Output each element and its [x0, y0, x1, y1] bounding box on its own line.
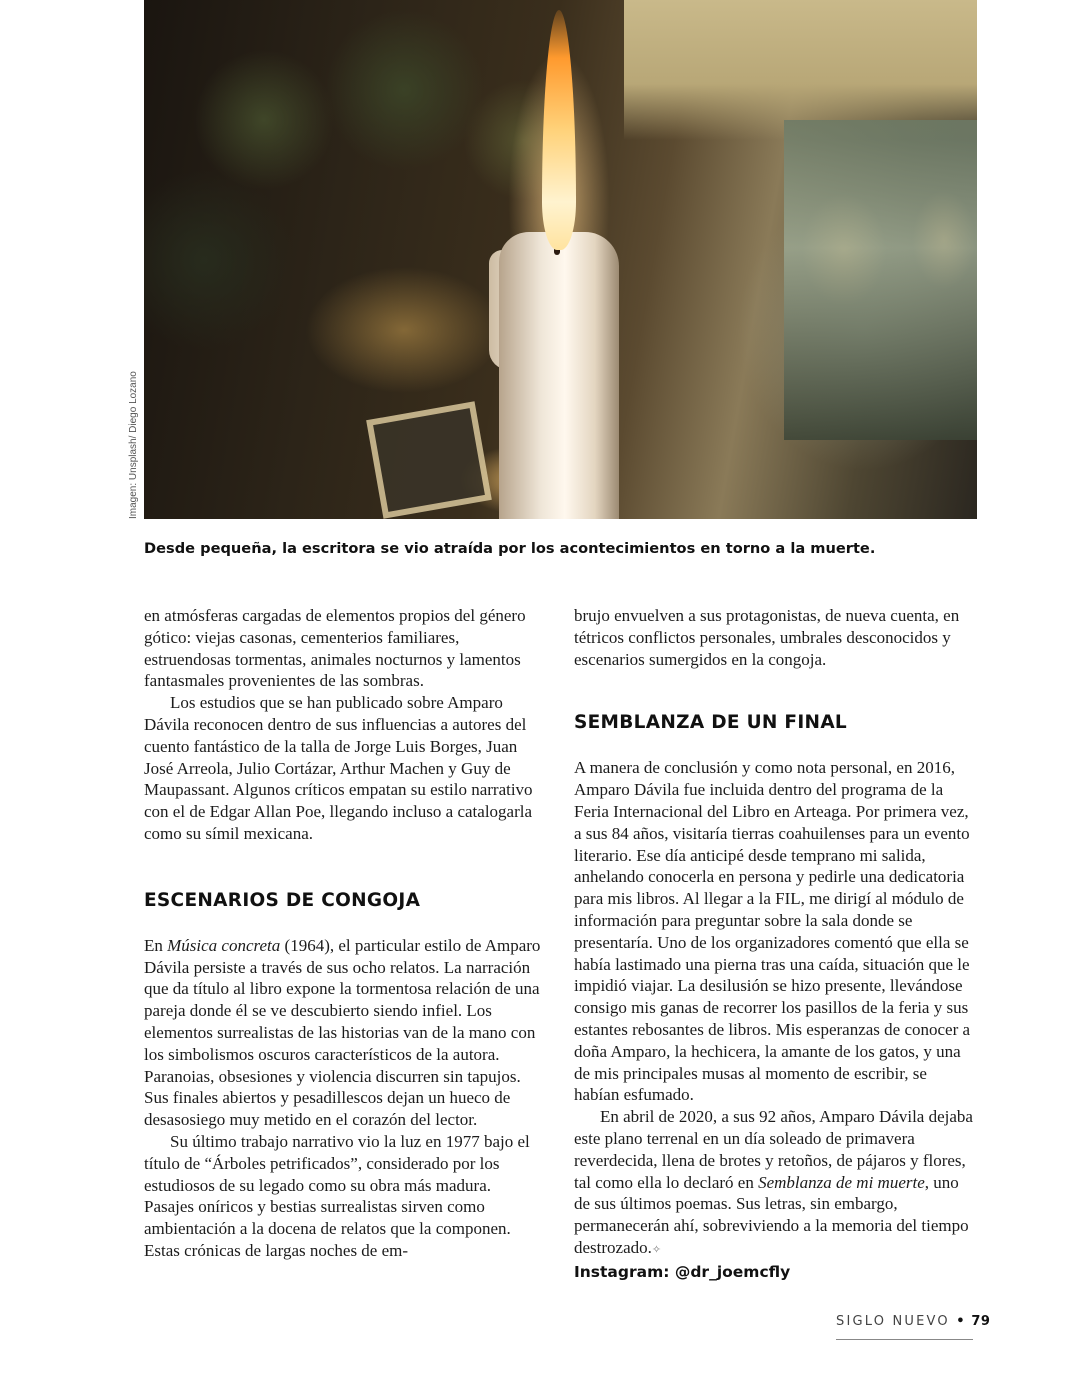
paragraph: Su último trabajo narrativo vio la luz en 1977 bajo el título de “Árboles petrificados”, considerado por los estudiosos de su legado como su obra más madura. Pasajes oníricos y bestias surrealistas sirven como ambientación a la docena de relatos que la componen. Estas crónicas de largas noches de em-: [144, 1131, 530, 1260]
image-caption: Desde pequeña, la escritora se vio atraída por los acontecimientos en torno a la muerte.: [144, 540, 876, 557]
photo-ceiling: [624, 0, 977, 140]
right-column: [574, 605, 974, 1282]
paragraph: [574, 1106, 974, 1262]
book-title: Música concreta: [167, 935, 281, 955]
section-heading: SEMBLANZA DE UN FINAL: [574, 712, 848, 734]
footer-separator: •: [956, 1314, 966, 1329]
page-footer: [836, 1314, 991, 1340]
paragraph: brujo envuelven a sus protagonistas, de nueva cuenta, en tétricos conflictos personales, umbrales desconocidos y escenarios sumergidos en la congoja.: [574, 606, 960, 669]
paragraph: en atmósferas cargadas de elementos propios del género gótico: viejas casonas, cementerios familiares, estruendosas tormentas, animales nocturnos y lamentos fantasmales provenientes de las sombras.: [144, 606, 526, 691]
candle-photo: [144, 0, 977, 519]
poem-title: Semblanza de mi muerte: [758, 1172, 925, 1192]
photo-frame: [366, 401, 492, 519]
text-run: En abril de 2020, a sus 92 años, Amparo Dávila dejaba este plano terrenal en un día soleado de primavera reverdecida, llena de brotes y retoños, de pájaros y flores, tal como ella lo declaró en: [574, 1107, 973, 1192]
magazine-name: SIGLO NUEVO: [836, 1314, 950, 1329]
text-run: , uno de sus últimos poemas. Sus letras, sin embargo, permanecerán ahí, sobreviviendo a la memoria del tiempo destrozado.: [574, 1172, 969, 1257]
text-run: En: [144, 935, 168, 955]
section-heading: ESCENARIOS DE CONGOJA: [144, 889, 421, 911]
left-column: [144, 605, 544, 1262]
text-run: (1964), el particular estilo de Amparo Dávila persiste a través de sus ocho relatos. La narración que da título al libro expone la tormentosa relación de una pareja donde él se ve descubierto siendo infiel. Los elementos surrealistas de las historias van de la mano con los simbolismos oscuros característicos de la autora. Paranoias, obsesiones y violencia discurren sin tapujos. Sus finales abiertos y pesadillescos dejan un hueco de desasosiego muy metido en el corazón del lector.: [144, 935, 541, 1130]
paragraph: A manera de conclusión y como nota personal, en 2016, Amparo Dávila fue incluida dentro del programa de la Feria Internacional del Libro en Arteaga. Por primera vez, a sus 84 años, visitaría tierras coahuilenses para un evento literario. Ese día anticipé desde temprano mi salida, anhelando conocerla en persona y pedirle una dedicatoria para mis libros. Al llegar a la FIL, me dirigí al módulo de información para preguntar sobre la sala donde se presentaría. Uno de los organizadores comentó que ella se había lastimado una pierna tras una caída, situación que le impidió viajar. La desilusión se hizo presente, llevándose consigo mis ganas de recorrer los pasillos de la feria y sus estantes rebosantes de libros. Mis esperanzas de conocer a doña Amparo, la hechicera, la amante de los gatos, y una de mis principales musas al momento de escribir, se habían esfumado.: [574, 758, 971, 1105]
page-number: 79: [971, 1314, 991, 1329]
photo-window: [784, 120, 977, 440]
candle: [499, 232, 619, 519]
paragraph: [144, 935, 544, 1131]
paragraph: Los estudios que se han publicado sobre Amparo Dávila reconocen dentro de sus influencias a autores del cuento fantástico de la talla de Jorge Luis Borges, Juan José Arreola, Julio Cortázar, Arthur Machen y Guy de Maupassant. Algunos críticos empatan su estilo narrativo con el de Edgar Allan Poe, llegando incluso a catalogarla como su símil mexicana.: [144, 693, 533, 843]
instagram-handle: Instagram: @dr_joemcfly: [574, 1262, 791, 1281]
image-credit: Imagen: Unsplash/ Diego Lozano: [128, 371, 139, 519]
end-mark-icon: ✧: [651, 1243, 662, 1256]
